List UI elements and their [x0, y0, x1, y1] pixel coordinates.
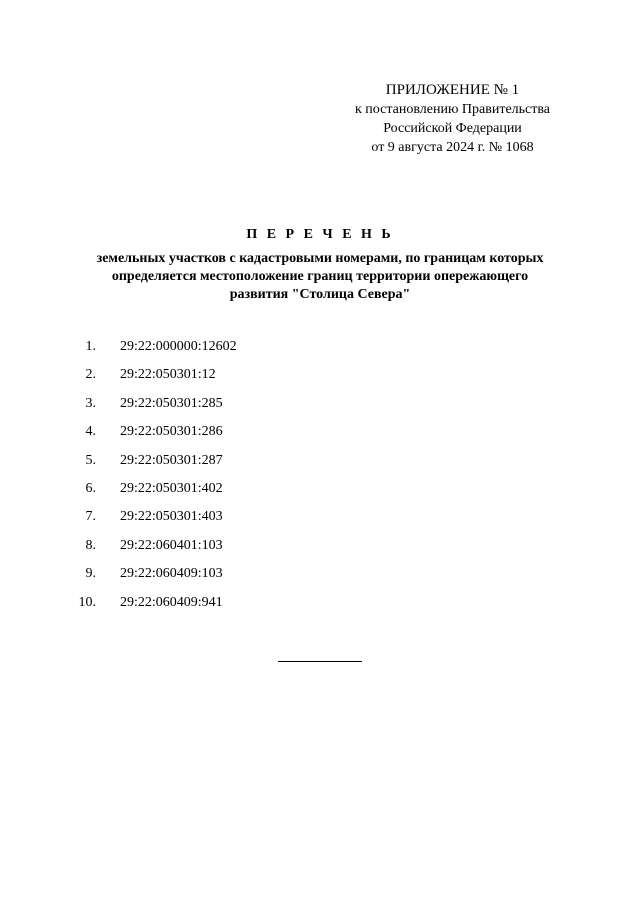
- appendix-line-decree: к постановлению Правительства: [354, 102, 551, 117]
- item-number: 4.: [85, 424, 96, 440]
- cadastral-number: 29:22:050301:285: [120, 395, 223, 411]
- list-item: [0, 336, 640, 364]
- cadastral-number: 29:22:050301:286: [120, 424, 223, 440]
- list-item: [0, 563, 640, 591]
- item-number: 5.: [85, 452, 96, 468]
- cadastral-number: 29:22:050301:402: [120, 480, 223, 496]
- cadastral-number: 29:22:050301:12: [120, 367, 216, 383]
- list-item: [0, 450, 640, 478]
- cadastral-number: 29:22:060409:103: [120, 566, 223, 582]
- item-number: 1.: [85, 339, 96, 354]
- cadastral-number: 29:22:050301:287: [120, 452, 223, 468]
- document-subheading: [70, 250, 570, 304]
- closing-separator-line: [278, 661, 362, 662]
- appendix-line-date: от 9 августа 2024 г. № 1068: [371, 140, 534, 155]
- cadastral-number: 29:22:000000:12602: [120, 339, 237, 354]
- appendix-header: [325, 80, 580, 157]
- list-item: [0, 393, 640, 421]
- item-number: 10.: [78, 594, 96, 610]
- list-item: [0, 478, 640, 506]
- list-item: [0, 364, 640, 392]
- subheading-line-3: развития "Столица Севера": [229, 287, 411, 302]
- appendix-title: ПРИЛОЖЕНИЕ № 1: [385, 82, 520, 98]
- cadastral-number: 29:22:060401:103: [120, 537, 223, 553]
- item-number: 7.: [85, 509, 96, 525]
- document-heading: П Е Р Е Ч Е Н Ь: [246, 227, 394, 242]
- list-item: [0, 535, 640, 563]
- parcel-list: [0, 336, 640, 620]
- list-item: [0, 506, 640, 534]
- cadastral-number: 29:22:050301:403: [120, 509, 223, 525]
- item-number: 2.: [85, 367, 96, 383]
- item-number: 6.: [85, 480, 96, 496]
- item-number: 3.: [85, 395, 96, 411]
- item-number: 8.: [85, 537, 96, 553]
- cadastral-number: 29:22:060409:941: [120, 594, 223, 610]
- subheading-line-1: земельных участков с кадастровыми номерами, по границам которых: [96, 251, 544, 266]
- list-item: [0, 592, 640, 620]
- item-number: 9.: [85, 566, 96, 582]
- list-item: [0, 421, 640, 449]
- subheading-line-2: определяется местоположение границ территории опережающего: [111, 269, 529, 284]
- appendix-line-federation: Российской Федерации: [383, 121, 522, 136]
